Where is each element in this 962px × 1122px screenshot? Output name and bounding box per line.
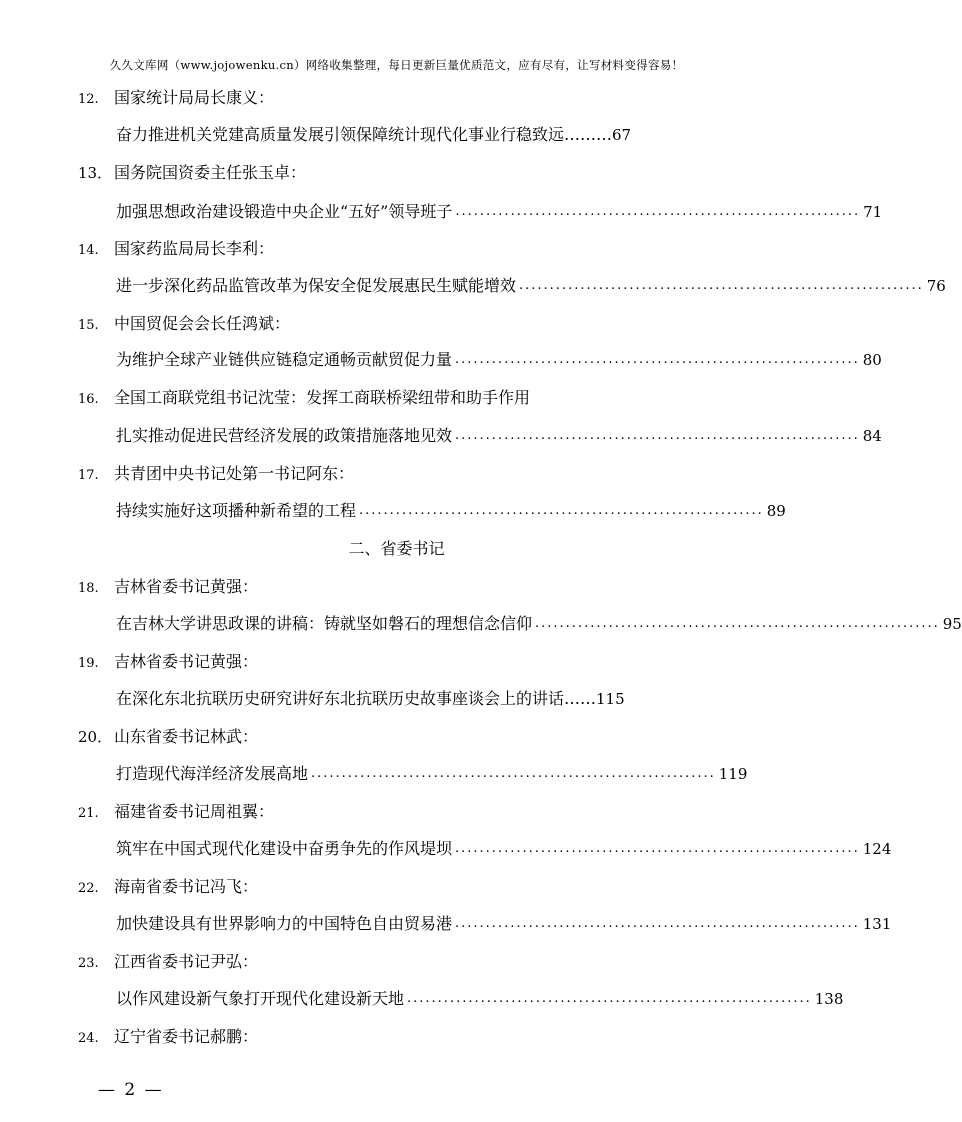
toc-heading [78, 798, 718, 826]
toc-title: 奋力推进机关党建高质量发展引领保障统计现代化事业行稳致远……… [116, 125, 613, 144]
toc-heading-text: 国家统计局局长康义： [114, 88, 275, 107]
toc-leader: .................................................................. [455, 916, 860, 931]
toc-page: 71 [863, 203, 883, 221]
toc-number: 17. [78, 468, 99, 483]
toc-title: 进一步深化药品监管改革为保安全促发展惠民生赋能增效 [116, 276, 517, 295]
toc-title: 为维护全球产业链供应链稳定通畅贡献贸促力量 [116, 350, 453, 369]
toc-heading-text: 山东省委书记林武： [114, 727, 259, 746]
toc-heading-text: 中国贸促会会长任鸿斌： [114, 314, 291, 333]
toc-number: 23. [78, 956, 99, 971]
toc-number: 16. [78, 392, 99, 407]
toc-heading-text: 辽宁省委书记郝鹏： [114, 1027, 259, 1046]
toc-number: 22. [78, 881, 99, 896]
toc-title: 以作风建设新气象打开现代化建设新天地 [116, 989, 405, 1008]
toc-entry[interactable] [116, 198, 883, 226]
toc-page: 131 [862, 915, 892, 933]
toc-page: 80 [862, 351, 882, 369]
toc-heading-text: 吉林省委书记黄强： [114, 577, 259, 596]
toc-heading-text: 国务院国资委主任张玉卓： [114, 163, 307, 182]
toc-heading [78, 159, 718, 187]
toc-number: 14. [78, 243, 99, 258]
toc-title: 加快建设具有世界影响力的中国特色自由贸易港 [116, 914, 453, 933]
toc-heading [78, 310, 718, 338]
page-header: 久久文库网（www.jojowenku.cn）网络收集整理，每日更新巨量优质范文，应有尽有，让写材料变得容易！ [109, 58, 684, 72]
toc-leader: .................................................................. [455, 428, 860, 443]
toc-heading-text: 吉林省委书记黄强： [114, 652, 259, 671]
toc-page: 95 [942, 615, 962, 633]
toc-entry[interactable] [116, 121, 718, 149]
toc-page: 76 [926, 277, 946, 295]
toc-leader: .................................................................. [519, 278, 924, 293]
toc-title: 在深化东北抗联历史研究讲好东北抗联历史故事座谈会上的讲话…… [116, 689, 597, 708]
toc-page: 67 [612, 126, 632, 144]
toc-title: 扎实推动促进民营经济发展的政策措施落地见效 [116, 426, 453, 445]
toc-leader: .................................................................. [455, 841, 860, 856]
toc-title: 持续实施好这项播种新希望的工程 [116, 501, 357, 520]
toc-heading-text: 福建省委书记周祖翼： [114, 802, 275, 821]
toc-heading [78, 384, 718, 412]
toc-leader: .................................................................. [455, 352, 860, 367]
toc-leader: .................................................................. [407, 991, 812, 1006]
toc-entry[interactable] [116, 985, 844, 1013]
toc-page: 124 [862, 840, 892, 858]
toc-heading [78, 84, 718, 112]
toc-heading-text: 共青团中央书记处第一书记阿东： [114, 464, 355, 483]
toc-number: 12. [78, 92, 99, 107]
toc-entry[interactable] [116, 610, 962, 638]
toc-heading-text: 江西省委书记尹弘： [114, 952, 259, 971]
toc-title: 打造现代海洋经济发展高地 [116, 764, 309, 783]
toc-entry[interactable] [116, 346, 882, 374]
toc-entry[interactable] [116, 910, 892, 938]
toc-title: 加强思想政治建设锻造中央企业“五好”领导班子 [116, 202, 453, 221]
toc-page: 89 [766, 502, 786, 520]
toc-heading [78, 460, 718, 488]
toc-number: 20． [78, 728, 113, 746]
toc-heading [78, 948, 718, 976]
toc-entry[interactable] [116, 760, 748, 788]
toc-entry[interactable] [116, 497, 786, 525]
toc-number: 21. [78, 806, 99, 821]
toc-entry[interactable] [116, 422, 882, 450]
page-number: — 2 — [98, 1080, 164, 1100]
toc-heading [78, 573, 718, 601]
toc-entry[interactable] [116, 685, 718, 713]
section-title: 二、省委书记 [348, 539, 445, 558]
toc-title: 筑牢在中国式现代化建设中奋勇争先的作风堤坝 [116, 839, 453, 858]
toc-page: 84 [862, 427, 882, 445]
toc-heading-text: 海南省委书记冯飞： [114, 877, 259, 896]
toc-number: 18. [78, 581, 99, 596]
toc-number: 13． [78, 164, 113, 182]
toc-page: 138 [814, 990, 844, 1008]
toc-entry[interactable] [116, 272, 946, 300]
toc-heading [78, 648, 718, 676]
toc-page: 119 [718, 765, 748, 783]
toc-heading [78, 873, 718, 901]
toc-heading [78, 723, 718, 751]
toc-entry[interactable] [116, 835, 892, 863]
toc-leader: .................................................................. [455, 204, 861, 219]
toc-number: 15. [78, 318, 99, 333]
toc-heading-text: 国家药监局局长李利： [114, 239, 275, 258]
toc-heading [78, 235, 718, 263]
toc-leader: .................................................................. [535, 616, 940, 631]
toc-page: 115 [596, 690, 625, 708]
toc-heading-text: 全国工商联党组书记沈莹：发挥工商联桥梁纽带和助手作用 [114, 388, 531, 407]
toc-number: 24. [78, 1031, 99, 1046]
toc-leader: .................................................................. [359, 503, 764, 518]
toc-heading [78, 1023, 718, 1051]
toc-number: 19. [78, 656, 99, 671]
toc-title: 在吉林大学讲思政课的讲稿：铸就坚如磐石的理想信念信仰 [116, 614, 533, 633]
toc-leader: .................................................................. [311, 766, 716, 781]
